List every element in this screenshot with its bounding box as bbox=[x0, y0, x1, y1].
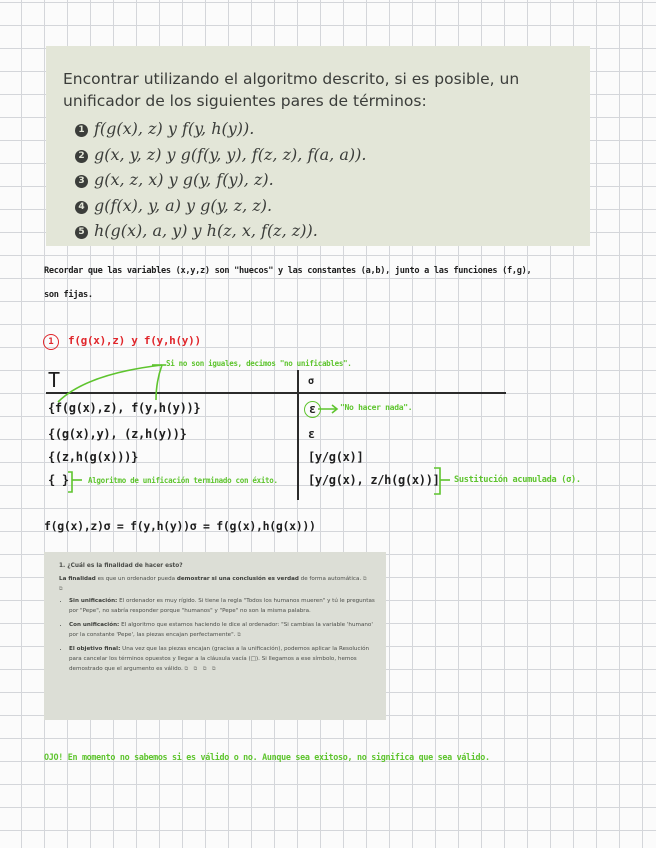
problem-item bbox=[75, 193, 576, 219]
problem-item bbox=[75, 167, 576, 193]
item-number-badge: 2 bbox=[75, 150, 88, 163]
copy-icon: ⧉ ⧉ bbox=[59, 576, 369, 592]
screenshot-text: El algoritmo que estamos haciendo le dice al ordenador: "Si cambias la variable 'humano' por la constante 'Pepe', las piezas encajan perfectamente". bbox=[69, 622, 373, 638]
problem-item-text: f(g(x), z) y f(y, h(y)). bbox=[94, 119, 255, 138]
embedded-explanation-screenshot bbox=[44, 552, 386, 720]
table-row-sigma: [y/g(x)] bbox=[308, 450, 364, 464]
screenshot-bullet bbox=[69, 644, 376, 674]
unified-result: f(g(x),z)σ = f(y,h(y))σ = f(g(x),h(g(x))) bbox=[44, 519, 316, 533]
table-row-sigma: ε bbox=[304, 401, 321, 418]
problem-intro: Encontrar utilizando el algoritmo descrito, si es posible, un unificador de los siguientes pares de términos: bbox=[63, 70, 520, 110]
item-number-badge: 1 bbox=[75, 124, 88, 137]
substitution-note: Sustitución acumulada (σ). bbox=[454, 475, 581, 485]
screenshot-bold: Con unificación: bbox=[69, 622, 120, 628]
screenshot-heading: 1. ¿Cuál es la finalidad de hacer esto? bbox=[59, 563, 183, 569]
problem-item-text: g(f(x), y, a) y g(y, z, z). bbox=[94, 195, 273, 215]
screenshot-bold: El objetivo final: bbox=[69, 646, 121, 652]
screenshot-text: El ordenador es muy rígido. Si tiene la regla "Todos los humanos mueren" y tú le preguntas por "Pepe", no sabría responder porque "humanos" y "Pepe" no son la misma palabra. bbox=[69, 598, 375, 614]
problem-item-text: h(g(x), a, y) y h(z, x, f(z, z)). bbox=[94, 221, 318, 240]
not-unifiable-note: Si no son iguales, decimos "no unificables". bbox=[166, 359, 352, 368]
reminder-note-line2: son fijas. bbox=[44, 290, 93, 300]
screenshot-bullet bbox=[69, 596, 376, 616]
problem-statement-box bbox=[46, 46, 590, 246]
screenshot-text: es que un ordenador pueda bbox=[95, 576, 177, 582]
success-note: Algoritmo de unificación terminado con éxito. bbox=[88, 476, 278, 485]
exercise-title: f(g(x),z) y f(y,h(y)) bbox=[68, 334, 201, 347]
screenshot-bold: La finalidad bbox=[59, 576, 96, 582]
screenshot-bold: Sin unificación: bbox=[69, 598, 118, 604]
table-row-T: { } bbox=[48, 473, 69, 487]
epsilon-note: "No hacer nada". bbox=[340, 403, 413, 412]
copy-icon: ⧉ ⧉ ⧉ ⧉ bbox=[184, 666, 218, 672]
table-row-T: {(z,h(g(x)))} bbox=[48, 450, 139, 464]
screenshot-bullet bbox=[69, 620, 376, 640]
item-number-badge: 5 bbox=[75, 226, 88, 239]
screenshot-paragraph bbox=[59, 574, 376, 594]
table-row-T: {f(g(x),z), f(y,h(y))} bbox=[48, 401, 201, 415]
problem-item bbox=[75, 142, 576, 168]
problem-list bbox=[63, 116, 576, 244]
copy-icon: ⧉ bbox=[237, 632, 243, 638]
problem-item bbox=[75, 116, 576, 142]
table-row-sigma: [y/g(x), z/h(g(x))] bbox=[308, 473, 440, 487]
screenshot-text: de forma automática. bbox=[298, 576, 362, 582]
screenshot-bullets bbox=[59, 596, 376, 674]
screenshot-text: Una vez que las piezas encajan (gracias a la unificación), podemos aplicar la Resolución para cancelar los términos opuestos y llegar a la cláusula vacía (□). Si llegamos a ese símbolo, hemos demostrado que el argumento es válido. bbox=[69, 646, 370, 672]
table-row-sigma: ε bbox=[308, 427, 315, 441]
problem-item-text: g(x, y, z) y g(f(y, y), f(z, z), f(a, a)). bbox=[94, 144, 367, 164]
screenshot-bold: demostrar si una conclusión es verdad bbox=[176, 576, 299, 582]
warning-note: OJO! En momento no sabemos si es válido o no. Aunque sea exitoso, no significa que sea válido. bbox=[44, 752, 490, 762]
item-number-badge: 4 bbox=[75, 201, 88, 214]
table-head-sigma: σ bbox=[308, 376, 314, 387]
problem-item bbox=[75, 218, 576, 244]
table-row-T: {(g(x),y), (z,h(y))} bbox=[48, 427, 187, 441]
reminder-note-line1: Recordar que las variables (x,y,z) son "huecos" y las constantes (a,b), junto a las funciones (f,g), bbox=[44, 266, 532, 276]
item-number-badge: 3 bbox=[75, 175, 88, 188]
table-head-T: T bbox=[48, 368, 60, 392]
exercise-number-circle: 1 bbox=[43, 334, 59, 350]
problem-item-text: g(x, z, x) y g(y, f(y), z). bbox=[94, 170, 274, 189]
